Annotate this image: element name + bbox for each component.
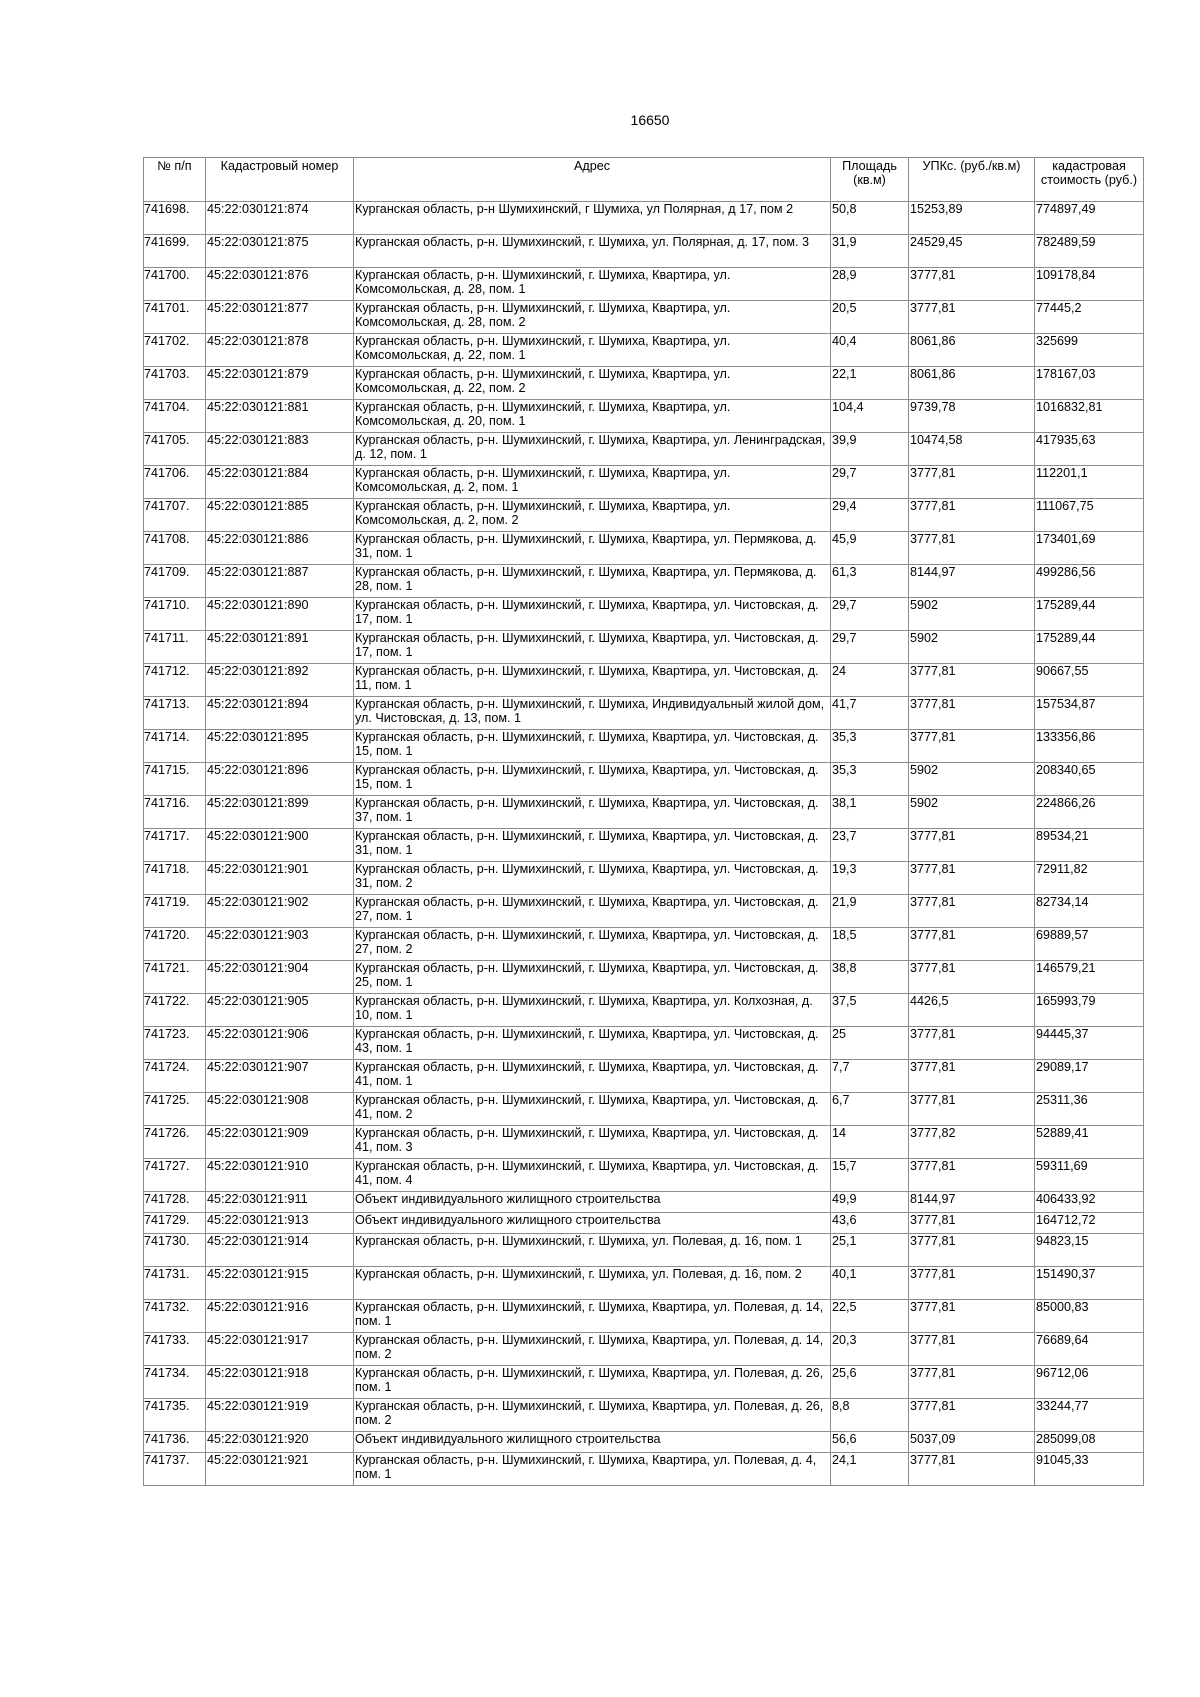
- address-cell: Курганская область, р-н. Шумихинский, г. Шумиха, Квартира, ул. Чистовская, д. 25, пом. 1: [354, 961, 831, 994]
- row-number-cell: 741718.: [144, 862, 206, 895]
- address-cell: Курганская область, р-н. Шумихинский, г. Шумиха, Квартира, ул. Чистовская, д. 27, пом. 1: [354, 895, 831, 928]
- cadastral-cost-cell: 111067,75: [1035, 499, 1144, 532]
- cadastral-cost-cell: 133356,86: [1035, 730, 1144, 763]
- cadastral-value-table: [143, 157, 1144, 1486]
- header-cadastral-number: Кадастровый номер: [206, 158, 354, 202]
- address-cell: Курганская область, р-н. Шумихинский, г. Шумиха, Квартира, ул. Чистовская, д. 31, пом. 1: [354, 829, 831, 862]
- header-cadastral-cost: кадастровая стоимость (руб.): [1035, 158, 1144, 202]
- table-row: [144, 862, 1144, 895]
- table-row: [144, 796, 1144, 829]
- cadastral-cost-cell: 59311,69: [1035, 1159, 1144, 1192]
- table-row: [144, 1060, 1144, 1093]
- upks-cell: 3777,81: [909, 1399, 1035, 1432]
- area-cell: 29,7: [831, 466, 909, 499]
- cadastral-cost-cell: 208340,65: [1035, 763, 1144, 796]
- cadastral-cost-cell: 33244,77: [1035, 1399, 1144, 1432]
- address-cell: Курганская область, р-н. Шумихинский, г. Шумиха, Квартира, ул. Пермякова, д. 28, пом. 1: [354, 565, 831, 598]
- row-number-cell: 741709.: [144, 565, 206, 598]
- address-cell: Курганская область, р-н. Шумихинский, г. Шумиха, Квартира, ул. Чистовская, д. 41, пом. 1: [354, 1060, 831, 1093]
- row-number-cell: 741712.: [144, 664, 206, 697]
- header-number: № п/п: [144, 158, 206, 202]
- address-cell: Курганская область, р-н. Шумихинский, г. Шумиха, Квартира, ул. Колхозная, д. 10, пом. 1: [354, 994, 831, 1027]
- table-row: [144, 1267, 1144, 1300]
- address-cell: Курганская область, р-н. Шумихинский, г. Шумиха, ул. Полярная, д. 17, пом. 3: [354, 235, 831, 268]
- area-cell: 35,3: [831, 763, 909, 796]
- table-row: [144, 961, 1144, 994]
- row-number-cell: 741699.: [144, 235, 206, 268]
- table-row: [144, 1192, 1144, 1213]
- table-row: [144, 1300, 1144, 1333]
- cadastral-number-cell: 45:22:030121:914: [206, 1234, 354, 1267]
- area-cell: 35,3: [831, 730, 909, 763]
- cadastral-cost-cell: 782489,59: [1035, 235, 1144, 268]
- row-number-cell: 741731.: [144, 1267, 206, 1300]
- address-cell: Курганская область, р-н. Шумихинский, г. Шумиха, Квартира, ул. Пермякова, д. 31, пом. 1: [354, 532, 831, 565]
- row-number-cell: 741724.: [144, 1060, 206, 1093]
- cadastral-cost-cell: 85000,83: [1035, 1300, 1144, 1333]
- table-row: [144, 301, 1144, 334]
- cadastral-number-cell: 45:22:030121:920: [206, 1432, 354, 1453]
- address-cell: Курганская область, р-н. Шумихинский, г. Шумиха, Квартира, ул. Чистовская, д. 31, пом. 2: [354, 862, 831, 895]
- address-cell: Объект индивидуального жилищного строительства: [354, 1192, 831, 1213]
- cadastral-number-cell: 45:22:030121:909: [206, 1126, 354, 1159]
- area-cell: 24: [831, 664, 909, 697]
- table-row: [144, 466, 1144, 499]
- row-number-cell: 741727.: [144, 1159, 206, 1192]
- area-cell: 49,9: [831, 1192, 909, 1213]
- cadastral-cost-cell: 109178,84: [1035, 268, 1144, 301]
- address-cell: Курганская область, р-н. Шумихинский, г. Шумиха, Квартира, ул. Чистовская, д. 41, пом. 4: [354, 1159, 831, 1192]
- table-row: [144, 1126, 1144, 1159]
- cadastral-cost-cell: 77445,2: [1035, 301, 1144, 334]
- cadastral-cost-cell: 82734,14: [1035, 895, 1144, 928]
- address-cell: Курганская область, р-н. Шумихинский, г. Шумиха, Квартира, ул. Ленинградская, д. 12, пом. 1: [354, 433, 831, 466]
- area-cell: 22,5: [831, 1300, 909, 1333]
- table-row: [144, 631, 1144, 664]
- table-row: [144, 1234, 1144, 1267]
- upks-cell: 3777,81: [909, 1366, 1035, 1399]
- upks-cell: 3777,81: [909, 1060, 1035, 1093]
- upks-cell: 3777,81: [909, 1159, 1035, 1192]
- table-row: [144, 499, 1144, 532]
- address-cell: Курганская область, р-н. Шумихинский, г. Шумиха, Квартира, ул. Чистовская, д. 11, пом. 1: [354, 664, 831, 697]
- table-row: [144, 367, 1144, 400]
- upks-cell: 8144,97: [909, 565, 1035, 598]
- table-row: [144, 763, 1144, 796]
- cadastral-number-cell: 45:22:030121:902: [206, 895, 354, 928]
- area-cell: 22,1: [831, 367, 909, 400]
- row-number-cell: 741734.: [144, 1366, 206, 1399]
- upks-cell: 3777,81: [909, 829, 1035, 862]
- row-number-cell: 741711.: [144, 631, 206, 664]
- table-body: [144, 202, 1144, 1486]
- area-cell: 38,1: [831, 796, 909, 829]
- area-cell: 25: [831, 1027, 909, 1060]
- cadastral-cost-cell: 112201,1: [1035, 466, 1144, 499]
- address-cell: Курганская область, р-н. Шумихинский, г. Шумиха, Квартира, ул. Чистовская, д. 15, пом. 1: [354, 763, 831, 796]
- address-cell: Курганская область, р-н. Шумихинский, г. Шумиха, Квартира, ул. Комсомольская, д. 22, пом. 2: [354, 367, 831, 400]
- table-row: [144, 433, 1144, 466]
- area-cell: 7,7: [831, 1060, 909, 1093]
- upks-cell: 5902: [909, 796, 1035, 829]
- table-row: [144, 1453, 1144, 1486]
- area-cell: 29,4: [831, 499, 909, 532]
- cadastral-number-cell: 45:22:030121:917: [206, 1333, 354, 1366]
- upks-cell: 5902: [909, 763, 1035, 796]
- row-number-cell: 741728.: [144, 1192, 206, 1213]
- address-cell: Курганская область, р-н. Шумихинский, г. Шумиха, Квартира, ул. Чистовская, д. 15, пом. 1: [354, 730, 831, 763]
- header-area: Площадь (кв.м): [831, 158, 909, 202]
- upks-cell: 3777,81: [909, 1027, 1035, 1060]
- cadastral-number-cell: 45:22:030121:878: [206, 334, 354, 367]
- table-row: [144, 400, 1144, 433]
- row-number-cell: 741732.: [144, 1300, 206, 1333]
- area-cell: 56,6: [831, 1432, 909, 1453]
- table-row: [144, 235, 1144, 268]
- upks-cell: 3777,81: [909, 301, 1035, 334]
- cadastral-number-cell: 45:22:030121:895: [206, 730, 354, 763]
- cadastral-number-cell: 45:22:030121:884: [206, 466, 354, 499]
- area-cell: 39,9: [831, 433, 909, 466]
- cadastral-cost-cell: 164712,72: [1035, 1213, 1144, 1234]
- row-number-cell: 741702.: [144, 334, 206, 367]
- row-number-cell: 741722.: [144, 994, 206, 1027]
- cadastral-number-cell: 45:22:030121:892: [206, 664, 354, 697]
- table-row: [144, 664, 1144, 697]
- table-row: [144, 1159, 1144, 1192]
- address-cell: Курганская область, р-н. Шумихинский, г. Шумиха, Квартира, ул. Комсомольская, д. 28, пом. 2: [354, 301, 831, 334]
- cadastral-cost-cell: 25311,36: [1035, 1093, 1144, 1126]
- table-row: [144, 697, 1144, 730]
- area-cell: 43,6: [831, 1213, 909, 1234]
- table-row: [144, 829, 1144, 862]
- table-row: [144, 1213, 1144, 1234]
- cadastral-cost-cell: 94445,37: [1035, 1027, 1144, 1060]
- cadastral-cost-cell: 90667,55: [1035, 664, 1144, 697]
- upks-cell: 3777,81: [909, 730, 1035, 763]
- address-cell: Курганская область, р-н. Шумихинский, г. Шумиха, Квартира, ул. Комсомольская, д. 2, пом. 2: [354, 499, 831, 532]
- address-cell: Курганская область, р-н. Шумихинский, г. Шумиха, Квартира, ул. Чистовская, д. 17, пом. 1: [354, 598, 831, 631]
- header-row: [144, 158, 1144, 202]
- cadastral-cost-cell: 91045,33: [1035, 1453, 1144, 1486]
- cadastral-cost-cell: 1016832,81: [1035, 400, 1144, 433]
- row-number-cell: 741713.: [144, 697, 206, 730]
- cadastral-cost-cell: 151490,37: [1035, 1267, 1144, 1300]
- address-cell: Курганская область, р-н. Шумихинский, г. Шумиха, Квартира, ул. Чистовская, д. 27, пом. 2: [354, 928, 831, 961]
- address-cell: Курганская область, р-н. Шумихинский, г. Шумиха, Индивидуальный жилой дом, ул. Чистовская, д. 13, пом. 1: [354, 697, 831, 730]
- row-number-cell: 741698.: [144, 202, 206, 235]
- cadastral-number-cell: 45:22:030121:918: [206, 1366, 354, 1399]
- row-number-cell: 741730.: [144, 1234, 206, 1267]
- cadastral-cost-cell: 157534,87: [1035, 697, 1144, 730]
- upks-cell: 3777,81: [909, 1234, 1035, 1267]
- area-cell: 37,5: [831, 994, 909, 1027]
- cadastral-cost-cell: 417935,63: [1035, 433, 1144, 466]
- upks-cell: 5037,09: [909, 1432, 1035, 1453]
- row-number-cell: 741706.: [144, 466, 206, 499]
- area-cell: 31,9: [831, 235, 909, 268]
- upks-cell: 3777,81: [909, 961, 1035, 994]
- cadastral-cost-cell: 224866,26: [1035, 796, 1144, 829]
- cadastral-cost-cell: 146579,21: [1035, 961, 1144, 994]
- area-cell: 29,7: [831, 631, 909, 664]
- row-number-cell: 741717.: [144, 829, 206, 862]
- address-cell: Курганская область, р-н. Шумихинский, г. Шумиха, Квартира, ул. Чистовская, д. 37, пом. 1: [354, 796, 831, 829]
- address-cell: Курганская область, р-н. Шумихинский, г. Шумиха, Квартира, ул. Чистовская, д. 41, пом. 3: [354, 1126, 831, 1159]
- cadastral-cost-cell: 96712,06: [1035, 1366, 1144, 1399]
- upks-cell: 10474,58: [909, 433, 1035, 466]
- row-number-cell: 741701.: [144, 301, 206, 334]
- address-cell: Курганская область, р-н. Шумихинский, г. Шумиха, Квартира, ул. Чистовская, д. 17, пом. 1: [354, 631, 831, 664]
- row-number-cell: 741725.: [144, 1093, 206, 1126]
- cadastral-number-cell: 45:22:030121:887: [206, 565, 354, 598]
- row-number-cell: 741716.: [144, 796, 206, 829]
- area-cell: 40,1: [831, 1267, 909, 1300]
- upks-cell: 3777,82: [909, 1126, 1035, 1159]
- cadastral-number-cell: 45:22:030121:879: [206, 367, 354, 400]
- address-cell: Курганская область, р-н. Шумихинский, г. Шумиха, Квартира, ул. Полевая, д. 14, пом. 2: [354, 1333, 831, 1366]
- cadastral-number-cell: 45:22:030121:881: [206, 400, 354, 433]
- area-cell: 20,3: [831, 1333, 909, 1366]
- address-cell: Курганская область, р-н. Шумихинский, г. Шумиха, Квартира, ул. Полевая, д. 4, пом. 1: [354, 1453, 831, 1486]
- cadastral-cost-cell: 165993,79: [1035, 994, 1144, 1027]
- area-cell: 38,8: [831, 961, 909, 994]
- cadastral-number-cell: 45:22:030121:910: [206, 1159, 354, 1192]
- address-cell: Курганская область, р-н. Шумихинский, г. Шумиха, Квартира, ул. Комсомольская, д. 2, пом. 1: [354, 466, 831, 499]
- row-number-cell: 741719.: [144, 895, 206, 928]
- cadastral-cost-cell: 76689,64: [1035, 1333, 1144, 1366]
- upks-cell: 8144,97: [909, 1192, 1035, 1213]
- cadastral-number-cell: 45:22:030121:911: [206, 1192, 354, 1213]
- cadastral-number-cell: 45:22:030121:904: [206, 961, 354, 994]
- area-cell: 21,9: [831, 895, 909, 928]
- table-row: [144, 565, 1144, 598]
- cadastral-number-cell: 45:22:030121:901: [206, 862, 354, 895]
- area-cell: 18,5: [831, 928, 909, 961]
- cadastral-number-cell: 45:22:030121:896: [206, 763, 354, 796]
- address-cell: Курганская область, р-н. Шумихинский, г. Шумиха, Квартира, ул. Полевая, д. 26, пом. 1: [354, 1366, 831, 1399]
- table-row: [144, 730, 1144, 763]
- cadastral-number-cell: 45:22:030121:899: [206, 796, 354, 829]
- row-number-cell: 741707.: [144, 499, 206, 532]
- row-number-cell: 741721.: [144, 961, 206, 994]
- upks-cell: 3777,81: [909, 928, 1035, 961]
- cadastral-cost-cell: 774897,49: [1035, 202, 1144, 235]
- cadastral-number-cell: 45:22:030121:875: [206, 235, 354, 268]
- upks-cell: 5902: [909, 598, 1035, 631]
- area-cell: 8,8: [831, 1399, 909, 1432]
- table-row: [144, 1093, 1144, 1126]
- table-row: [144, 1333, 1144, 1366]
- row-number-cell: 741735.: [144, 1399, 206, 1432]
- table-row: [144, 1027, 1144, 1060]
- row-number-cell: 741700.: [144, 268, 206, 301]
- table-row: [144, 1366, 1144, 1399]
- cadastral-cost-cell: 285099,08: [1035, 1432, 1144, 1453]
- cadastral-cost-cell: 72911,82: [1035, 862, 1144, 895]
- cadastral-number-cell: 45:22:030121:903: [206, 928, 354, 961]
- area-cell: 25,6: [831, 1366, 909, 1399]
- table-row: [144, 1432, 1144, 1453]
- cadastral-number-cell: 45:22:030121:876: [206, 268, 354, 301]
- address-cell: Курганская область, р-н. Шумихинский, г. Шумиха, Квартира, ул. Комсомольская, д. 20, пом. 1: [354, 400, 831, 433]
- row-number-cell: 741710.: [144, 598, 206, 631]
- area-cell: 14: [831, 1126, 909, 1159]
- upks-cell: 15253,89: [909, 202, 1035, 235]
- table-row: [144, 334, 1144, 367]
- upks-cell: 24529,45: [909, 235, 1035, 268]
- row-number-cell: 741704.: [144, 400, 206, 433]
- table-row: [144, 994, 1144, 1027]
- area-cell: 45,9: [831, 532, 909, 565]
- cadastral-number-cell: 45:22:030121:886: [206, 532, 354, 565]
- page-number: 16650: [630, 112, 670, 128]
- cadastral-number-cell: 45:22:030121:908: [206, 1093, 354, 1126]
- cadastral-number-cell: 45:22:030121:900: [206, 829, 354, 862]
- cadastral-cost-cell: 175289,44: [1035, 631, 1144, 664]
- table-row: [144, 928, 1144, 961]
- address-cell: Курганская область, р-н Шумихинский, г Шумиха, ул Полярная, д 17, пом 2: [354, 202, 831, 235]
- row-number-cell: 741705.: [144, 433, 206, 466]
- cadastral-number-cell: 45:22:030121:916: [206, 1300, 354, 1333]
- upks-cell: 5902: [909, 631, 1035, 664]
- cadastral-number-cell: 45:22:030121:907: [206, 1060, 354, 1093]
- cadastral-cost-cell: 178167,03: [1035, 367, 1144, 400]
- area-cell: 6,7: [831, 1093, 909, 1126]
- area-cell: 41,7: [831, 697, 909, 730]
- address-cell: Курганская область, р-н. Шумихинский, г. Шумиха, Квартира, ул. Комсомольская, д. 28, пом. 1: [354, 268, 831, 301]
- cadastral-cost-cell: 325699: [1035, 334, 1144, 367]
- cadastral-number-cell: 45:22:030121:877: [206, 301, 354, 334]
- table-row: [144, 268, 1144, 301]
- address-cell: Курганская область, р-н. Шумихинский, г. Шумиха, Квартира, ул. Комсомольская, д. 22, пом. 1: [354, 334, 831, 367]
- cadastral-number-cell: 45:22:030121:915: [206, 1267, 354, 1300]
- upks-cell: 3777,81: [909, 1267, 1035, 1300]
- upks-cell: 3777,81: [909, 1453, 1035, 1486]
- upks-cell: 3777,81: [909, 895, 1035, 928]
- area-cell: 61,3: [831, 565, 909, 598]
- cadastral-number-cell: 45:22:030121:885: [206, 499, 354, 532]
- upks-cell: 9739,78: [909, 400, 1035, 433]
- area-cell: 40,4: [831, 334, 909, 367]
- area-cell: 23,7: [831, 829, 909, 862]
- cadastral-cost-cell: 499286,56: [1035, 565, 1144, 598]
- area-cell: 104,4: [831, 400, 909, 433]
- cadastral-cost-cell: 94823,15: [1035, 1234, 1144, 1267]
- upks-cell: 3777,81: [909, 532, 1035, 565]
- cadastral-number-cell: 45:22:030121:913: [206, 1213, 354, 1234]
- upks-cell: 3777,81: [909, 1333, 1035, 1366]
- cadastral-number-cell: 45:22:030121:905: [206, 994, 354, 1027]
- row-number-cell: 741726.: [144, 1126, 206, 1159]
- address-cell: Курганская область, р-н. Шумихинский, г. Шумиха, ул. Полевая, д. 16, пом. 1: [354, 1234, 831, 1267]
- row-number-cell: 741723.: [144, 1027, 206, 1060]
- address-cell: Объект индивидуального жилищного строительства: [354, 1213, 831, 1234]
- row-number-cell: 741729.: [144, 1213, 206, 1234]
- upks-cell: 3777,81: [909, 1213, 1035, 1234]
- table-row: [144, 202, 1144, 235]
- row-number-cell: 741715.: [144, 763, 206, 796]
- cadastral-number-cell: 45:22:030121:921: [206, 1453, 354, 1486]
- upks-cell: 3777,81: [909, 466, 1035, 499]
- cadastral-cost-cell: 175289,44: [1035, 598, 1144, 631]
- address-cell: Курганская область, р-н. Шумихинский, г. Шумиха, ул. Полевая, д. 16, пом. 2: [354, 1267, 831, 1300]
- cadastral-cost-cell: 173401,69: [1035, 532, 1144, 565]
- row-number-cell: 741733.: [144, 1333, 206, 1366]
- row-number-cell: 741737.: [144, 1453, 206, 1486]
- row-number-cell: 741703.: [144, 367, 206, 400]
- area-cell: 50,8: [831, 202, 909, 235]
- cadastral-number-cell: 45:22:030121:890: [206, 598, 354, 631]
- address-cell: Объект индивидуального жилищного строительства: [354, 1432, 831, 1453]
- cadastral-number-cell: 45:22:030121:894: [206, 697, 354, 730]
- upks-cell: 4426,5: [909, 994, 1035, 1027]
- row-number-cell: 741736.: [144, 1432, 206, 1453]
- address-cell: Курганская область, р-н. Шумихинский, г. Шумиха, Квартира, ул. Чистовская, д. 43, пом. 1: [354, 1027, 831, 1060]
- area-cell: 24,1: [831, 1453, 909, 1486]
- row-number-cell: 741708.: [144, 532, 206, 565]
- upks-cell: 8061,86: [909, 334, 1035, 367]
- cadastral-number-cell: 45:22:030121:906: [206, 1027, 354, 1060]
- area-cell: 25,1: [831, 1234, 909, 1267]
- upks-cell: 3777,81: [909, 664, 1035, 697]
- table-row: [144, 598, 1144, 631]
- area-cell: 20,5: [831, 301, 909, 334]
- address-cell: Курганская область, р-н. Шумихинский, г. Шумиха, Квартира, ул. Полевая, д. 14, пом. 1: [354, 1300, 831, 1333]
- cadastral-number-cell: 45:22:030121:919: [206, 1399, 354, 1432]
- upks-cell: 3777,81: [909, 697, 1035, 730]
- table-row: [144, 1399, 1144, 1432]
- header-upks: УПКс. (руб./кв.м): [909, 158, 1035, 202]
- upks-cell: 3777,81: [909, 499, 1035, 532]
- cadastral-number-cell: 45:22:030121:883: [206, 433, 354, 466]
- area-cell: 29,7: [831, 598, 909, 631]
- cadastral-cost-cell: 52889,41: [1035, 1126, 1144, 1159]
- area-cell: 15,7: [831, 1159, 909, 1192]
- cadastral-cost-cell: 69889,57: [1035, 928, 1144, 961]
- table-header: [144, 158, 1144, 202]
- cadastral-cost-cell: 29089,17: [1035, 1060, 1144, 1093]
- cadastral-cost-cell: 406433,92: [1035, 1192, 1144, 1213]
- address-cell: Курганская область, р-н. Шумихинский, г. Шумиха, Квартира, ул. Полевая, д. 26, пом. 2: [354, 1399, 831, 1432]
- upks-cell: 3777,81: [909, 862, 1035, 895]
- area-cell: 28,9: [831, 268, 909, 301]
- upks-cell: 3777,81: [909, 1300, 1035, 1333]
- area-cell: 19,3: [831, 862, 909, 895]
- row-number-cell: 741720.: [144, 928, 206, 961]
- cadastral-cost-cell: 89534,21: [1035, 829, 1144, 862]
- upks-cell: 8061,86: [909, 367, 1035, 400]
- cadastral-number-cell: 45:22:030121:891: [206, 631, 354, 664]
- header-address: Адрес: [354, 158, 831, 202]
- address-cell: Курганская область, р-н. Шумихинский, г. Шумиха, Квартира, ул. Чистовская, д. 41, пом. 2: [354, 1093, 831, 1126]
- row-number-cell: 741714.: [144, 730, 206, 763]
- upks-cell: 3777,81: [909, 268, 1035, 301]
- cadastral-number-cell: 45:22:030121:874: [206, 202, 354, 235]
- table-row: [144, 532, 1144, 565]
- upks-cell: 3777,81: [909, 1093, 1035, 1126]
- table-row: [144, 895, 1144, 928]
